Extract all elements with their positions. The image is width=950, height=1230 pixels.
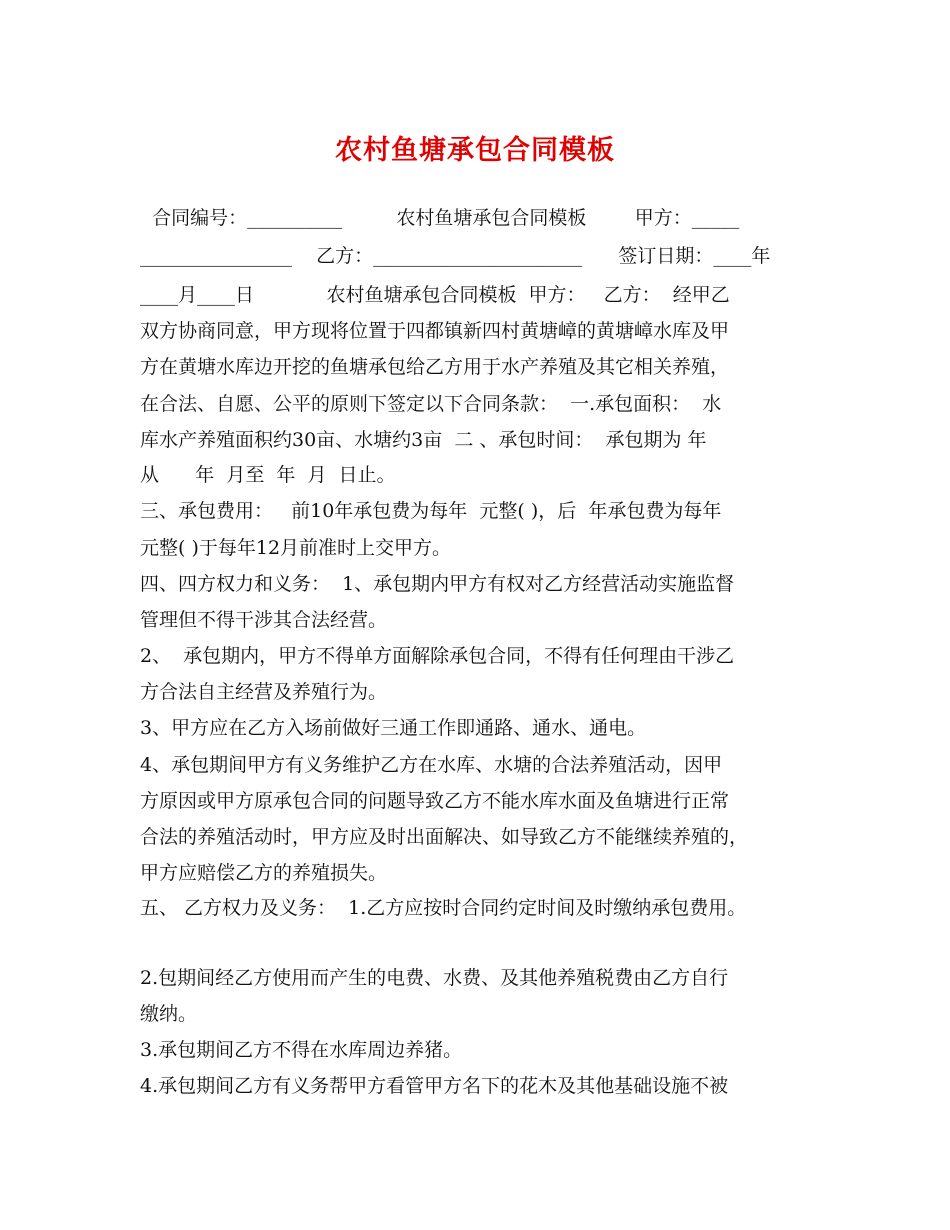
body-line-b-clause-3: 3.承包期间乙方不得在水库周边养猪。: [140, 1039, 463, 1061]
body-line-header-1: 合同编号：__________ 农村鱼塘承包合同模板 甲方：_____: [140, 207, 740, 229]
body-line-area: 库水产养殖面积约30亩、水塘约3亩 二 、承包时间： 承包期为 年: [140, 429, 707, 451]
body-line-intro-4: 在合法、自愿、公平的原则下签定以下合同条款： 一.承包面积： 水: [140, 393, 722, 415]
body-line-party-a-rights: 四、四方权力和义务： 1、承包期内甲方有权对乙方经营活动实施监督: [140, 573, 735, 595]
body-line-b-clause-4: 4.承包期间乙方有义务帮甲方看管甲方名下的花木及其他基础设施不被: [140, 1075, 729, 1097]
body-line-clause-4d: 甲方应赔偿乙方的养殖损失。: [140, 862, 388, 884]
body-line-party-a-rights-2: 管理但不得干涉其合法经营。: [140, 609, 388, 631]
body-line-b-clause-2b: 缴纳。: [140, 1003, 198, 1025]
document-title: 农村鱼塘承包合同模板: [335, 135, 615, 166]
body-line-party-b-rights: 五、 乙方权力及义务： 1.乙方应按时合同约定时间及时缴纳承包费用。: [140, 897, 747, 919]
body-line-intro-1: ____月____日 农村鱼塘承包合同模板 甲方： 乙方： 经甲乙: [140, 284, 730, 306]
body-line-header-2: ________________ 乙方：______________________ 签订日期：____年: [140, 245, 771, 267]
body-line-b-clause-2: 2.包期间经乙方使用而产生的电费、水费、及其他养殖税费由乙方自行: [140, 967, 729, 989]
body-line-clause-4c: 合法的养殖活动时，甲方应及时出面解决、如导致乙方不能继续养殖的，: [140, 826, 749, 848]
body-line-clause-2: 2、 承包期内，甲方不得单方面解除承包合同，不得有任何理由干涉乙: [140, 645, 735, 667]
body-line-clause-4b: 方原因或甲方原承包合同的问题导致乙方不能水库水面及鱼塘进行正常: [140, 790, 730, 812]
body-line-intro-3: 方在黄塘水库边开挖的鱼塘承包给乙方用于水产养殖及其它相关养殖，: [140, 356, 730, 378]
body-line-clause-3: 3、甲方应在乙方入场前做好三通工作即通路、通水、通电。: [140, 717, 647, 739]
body-line-intro-2: 双方协商同意，甲方现将位置于四都镇新四村黄塘嶂的黄塘嶂水库及甲: [140, 320, 730, 342]
body-line-clause-4: 4、承包期间甲方有义务维护乙方在水库、水塘的合法养殖活动，因甲: [140, 754, 723, 776]
body-line-term: 从 年 月至 年 月 日止。: [140, 464, 396, 486]
body-line-clause-2b: 方合法自主经营及养殖行为。: [140, 681, 388, 703]
body-line-fee-2: 元整( )于每年12月前准时上交甲方。: [140, 537, 452, 559]
body-line-fee-1: 三、承包费用： 前10年承包费为每年 元整( )，后 年承包费为每年: [140, 500, 722, 522]
